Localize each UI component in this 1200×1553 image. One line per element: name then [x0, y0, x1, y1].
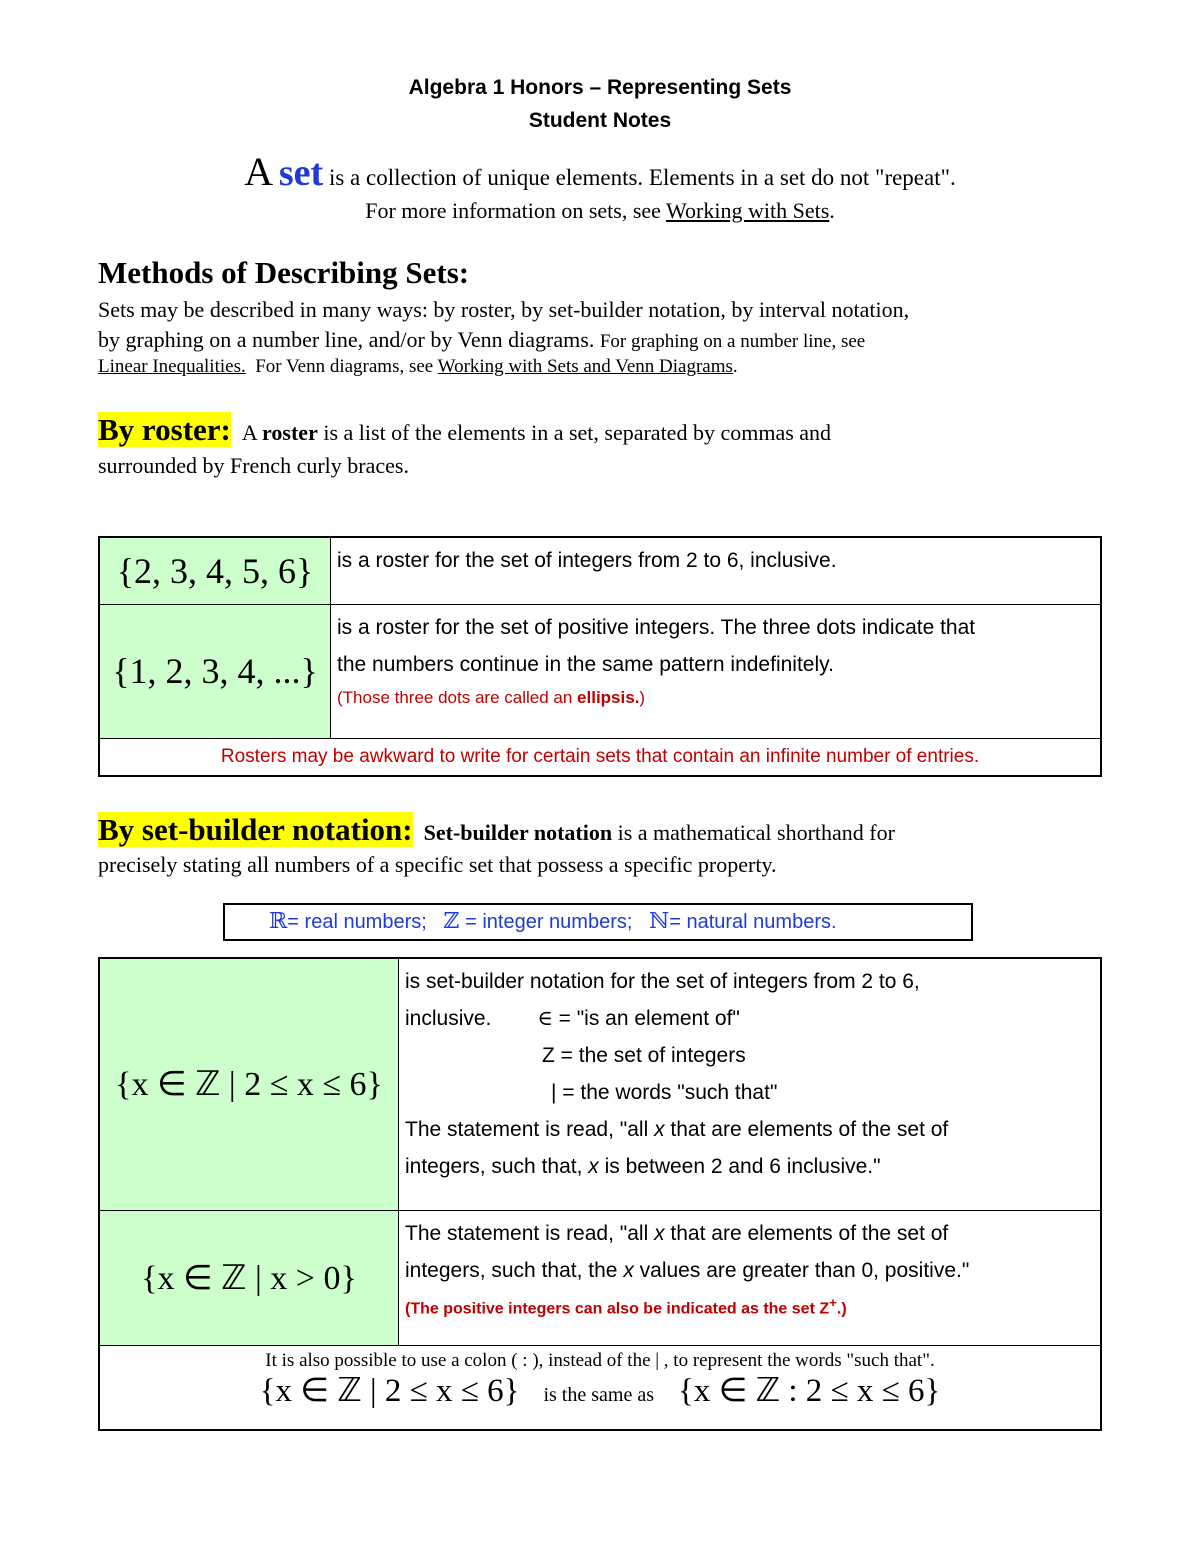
colon-note: It is also possible to use a colon ( : ), instead of the | , to represent the words "such that". — [265, 1349, 935, 1371]
roster-footer: Rosters may be awkward to write for certain sets that contain an infinite number of entries. — [99, 738, 1101, 776]
ellipsis-note-bold: ellipsis. — [577, 687, 640, 707]
setbuilder-row-2-read-2 — [405, 1252, 1094, 1289]
setbuilder-row-1 — [99, 958, 1101, 1210]
row-2-read-2a: integers, such that, the — [405, 1258, 618, 1282]
roster-row-2-math-cell — [99, 604, 331, 738]
roster-heading: By roster: — [98, 412, 231, 447]
number-sets-key — [223, 903, 973, 941]
colon-equivalence — [101, 1370, 1099, 1410]
more-info-prefix: For more information on sets, see — [365, 198, 661, 223]
element-of-symbol: ∈ — [537, 1006, 553, 1030]
setbuilder-row-2-math-cell — [99, 1210, 399, 1345]
row-2-read-1x: x — [654, 1221, 665, 1245]
setbuilder-row-1-read-2 — [405, 1148, 1094, 1185]
roster-intro-a: A — [241, 420, 257, 445]
setbuilder-heading: By set-builder notation: — [98, 812, 413, 847]
definition-text: is a collection of unique elements. Elements in a set do not "repeat". — [328, 165, 956, 190]
row-1-read-2x: x — [588, 1155, 599, 1178]
methods-heading: Methods of Describing Sets: — [98, 255, 470, 290]
more-info-line — [0, 198, 1200, 224]
setbuilder-row-2 — [99, 1210, 1101, 1345]
integer-numbers-symbol: ℤ — [443, 909, 460, 934]
ellipsis-note-b: ) — [639, 687, 646, 707]
setbuilder-table — [98, 957, 1102, 1431]
working-with-sets-link[interactable]: Working with Sets — [666, 198, 830, 223]
methods-line-1: Sets may be described in many ways: by roster, by set-builder notation, by interval notation, — [98, 297, 910, 322]
ellipsis-note — [337, 683, 1094, 713]
setbuilder-row-1-desc-cell — [399, 958, 1102, 1210]
roster-row-1 — [99, 537, 1101, 604]
setbuilder-row-1-math: {x ∈ ℤ | 2 ≤ x ≤ 6} — [115, 1066, 383, 1104]
row-2-read-1b: that are elements of the set of — [670, 1221, 949, 1245]
footer-math-colon: {x ∈ ℤ : 2 ≤ x ≤ 6} — [677, 1372, 941, 1409]
page-title: Algebra 1 Honors – Representing Sets — [408, 76, 792, 99]
real-numbers-text: = real numbers; — [287, 911, 427, 933]
setbuilder-row-2-read-1 — [405, 1215, 1094, 1252]
setbuilder-row-1-read-1 — [405, 1111, 1094, 1148]
row-1-read-2a: integers, such that, — [405, 1155, 583, 1178]
methods-line-3-mid: For Venn diagrams, see — [255, 356, 434, 377]
setbuilder-row-1-math-cell — [99, 958, 399, 1210]
linear-inequalities-link[interactable]: Linear Inequalities. — [98, 356, 246, 377]
roster-row-2 — [99, 604, 1101, 738]
set-of-integers-text: Z = the set of integers — [542, 1044, 746, 1067]
setbuilder-intro — [98, 812, 895, 848]
set-definition — [0, 148, 1200, 195]
row-2-read-2x: x — [623, 1258, 634, 1282]
roster-row-2-desc-cell — [331, 604, 1102, 738]
roster-row-1-desc-cell — [331, 537, 1102, 604]
natural-numbers-symbol: ℕ — [649, 909, 670, 934]
roster-intro — [98, 412, 831, 448]
footer-math-bar: {x ∈ ℤ | 2 ≤ x ≤ 6} — [259, 1372, 520, 1409]
methods-line-3 — [98, 356, 738, 378]
ellipsis-note-a: (Those three dots are called an — [337, 687, 573, 707]
setbuilder-row-1-desc-2-line — [405, 1000, 1094, 1037]
roster-intro-b: is a list of the elements in a set, separated by commas and — [323, 420, 832, 445]
methods-line-2 — [98, 327, 865, 353]
row-2-read-2b: values are greater than 0, positive." — [639, 1258, 970, 1282]
roster-row-1-math-cell — [99, 537, 331, 604]
integer-numbers-text: = integer numbers; — [465, 911, 633, 933]
positive-note-end: .) — [836, 1299, 847, 1317]
setbuilder-intro-a: is a mathematical shorthand for — [617, 820, 895, 845]
real-numbers-symbol: ℝ — [269, 909, 288, 934]
venn-diagrams-link[interactable]: Working with Sets and Venn Diagrams — [437, 356, 733, 377]
roster-table — [98, 536, 1102, 777]
methods-line-2a: by graphing on a number line, and/or by Venn diagrams. — [98, 327, 595, 352]
natural-numbers-text: = natural numbers. — [669, 911, 837, 933]
roster-intro-bold: roster — [262, 420, 318, 445]
setbuilder-footer-cell — [99, 1345, 1101, 1430]
roster-row-1-math: {2, 3, 4, 5, 6} — [116, 550, 314, 591]
roster-row-1-desc: is a roster for the set of integers from 2 to 6, inclusive. — [337, 549, 837, 572]
such-that-text: | = the words "such that" — [551, 1081, 778, 1104]
row-1-read-1x: x — [654, 1118, 665, 1141]
row-1-read-2b: is between 2 and 6 inclusive." — [604, 1155, 881, 1178]
setbuilder-row-2-desc-cell — [399, 1210, 1102, 1345]
setbuilder-intro-bold: Set-builder notation — [423, 820, 613, 845]
positive-note-text: (The positive integers can also be indicated as the set Z — [405, 1299, 830, 1317]
setbuilder-row-1-desc-2: inclusive. — [405, 1007, 492, 1030]
positive-integers-note — [405, 1289, 1094, 1323]
row-2-read-1a: The statement is read, "all — [405, 1221, 649, 1245]
positive-note-sup: + — [829, 1294, 837, 1310]
methods-line-2b: For graphing on a number line, see — [599, 331, 866, 352]
big-a: A — [244, 149, 274, 194]
roster-intro-line-2: surrounded by French curly braces. — [98, 453, 409, 478]
roster-footer-row — [99, 738, 1101, 776]
same-as-text: is the same as — [543, 1383, 654, 1406]
row-1-read-1b: that are elements of the set of — [670, 1118, 949, 1141]
set-word: set — [278, 152, 324, 194]
element-of-text: = "is an element of" — [558, 1007, 740, 1030]
setbuilder-intro-line-2: precisely stating all numbers of a specific set that possess a specific property. — [98, 852, 777, 877]
methods-line-3-end: . — [732, 356, 738, 377]
setbuilder-row-2-math: {x ∈ ℤ | x > 0} — [141, 1259, 357, 1297]
page-subtitle: Student Notes — [528, 109, 672, 132]
roster-row-2-math: {1, 2, 3, 4, ...} — [112, 651, 318, 691]
row-1-read-1a: The statement is read, "all — [405, 1118, 649, 1141]
roster-row-2-desc-2: the numbers continue in the same pattern indefinitely. — [337, 652, 834, 676]
setbuilder-row-1-desc-1: is set-builder notation for the set of integers from 2 to 6, — [405, 970, 920, 993]
more-info-suffix: . — [829, 198, 835, 223]
roster-row-2-desc-1: is a roster for the set of positive integers. The three dots indicate that — [337, 615, 976, 639]
setbuilder-footer-row — [99, 1345, 1101, 1430]
